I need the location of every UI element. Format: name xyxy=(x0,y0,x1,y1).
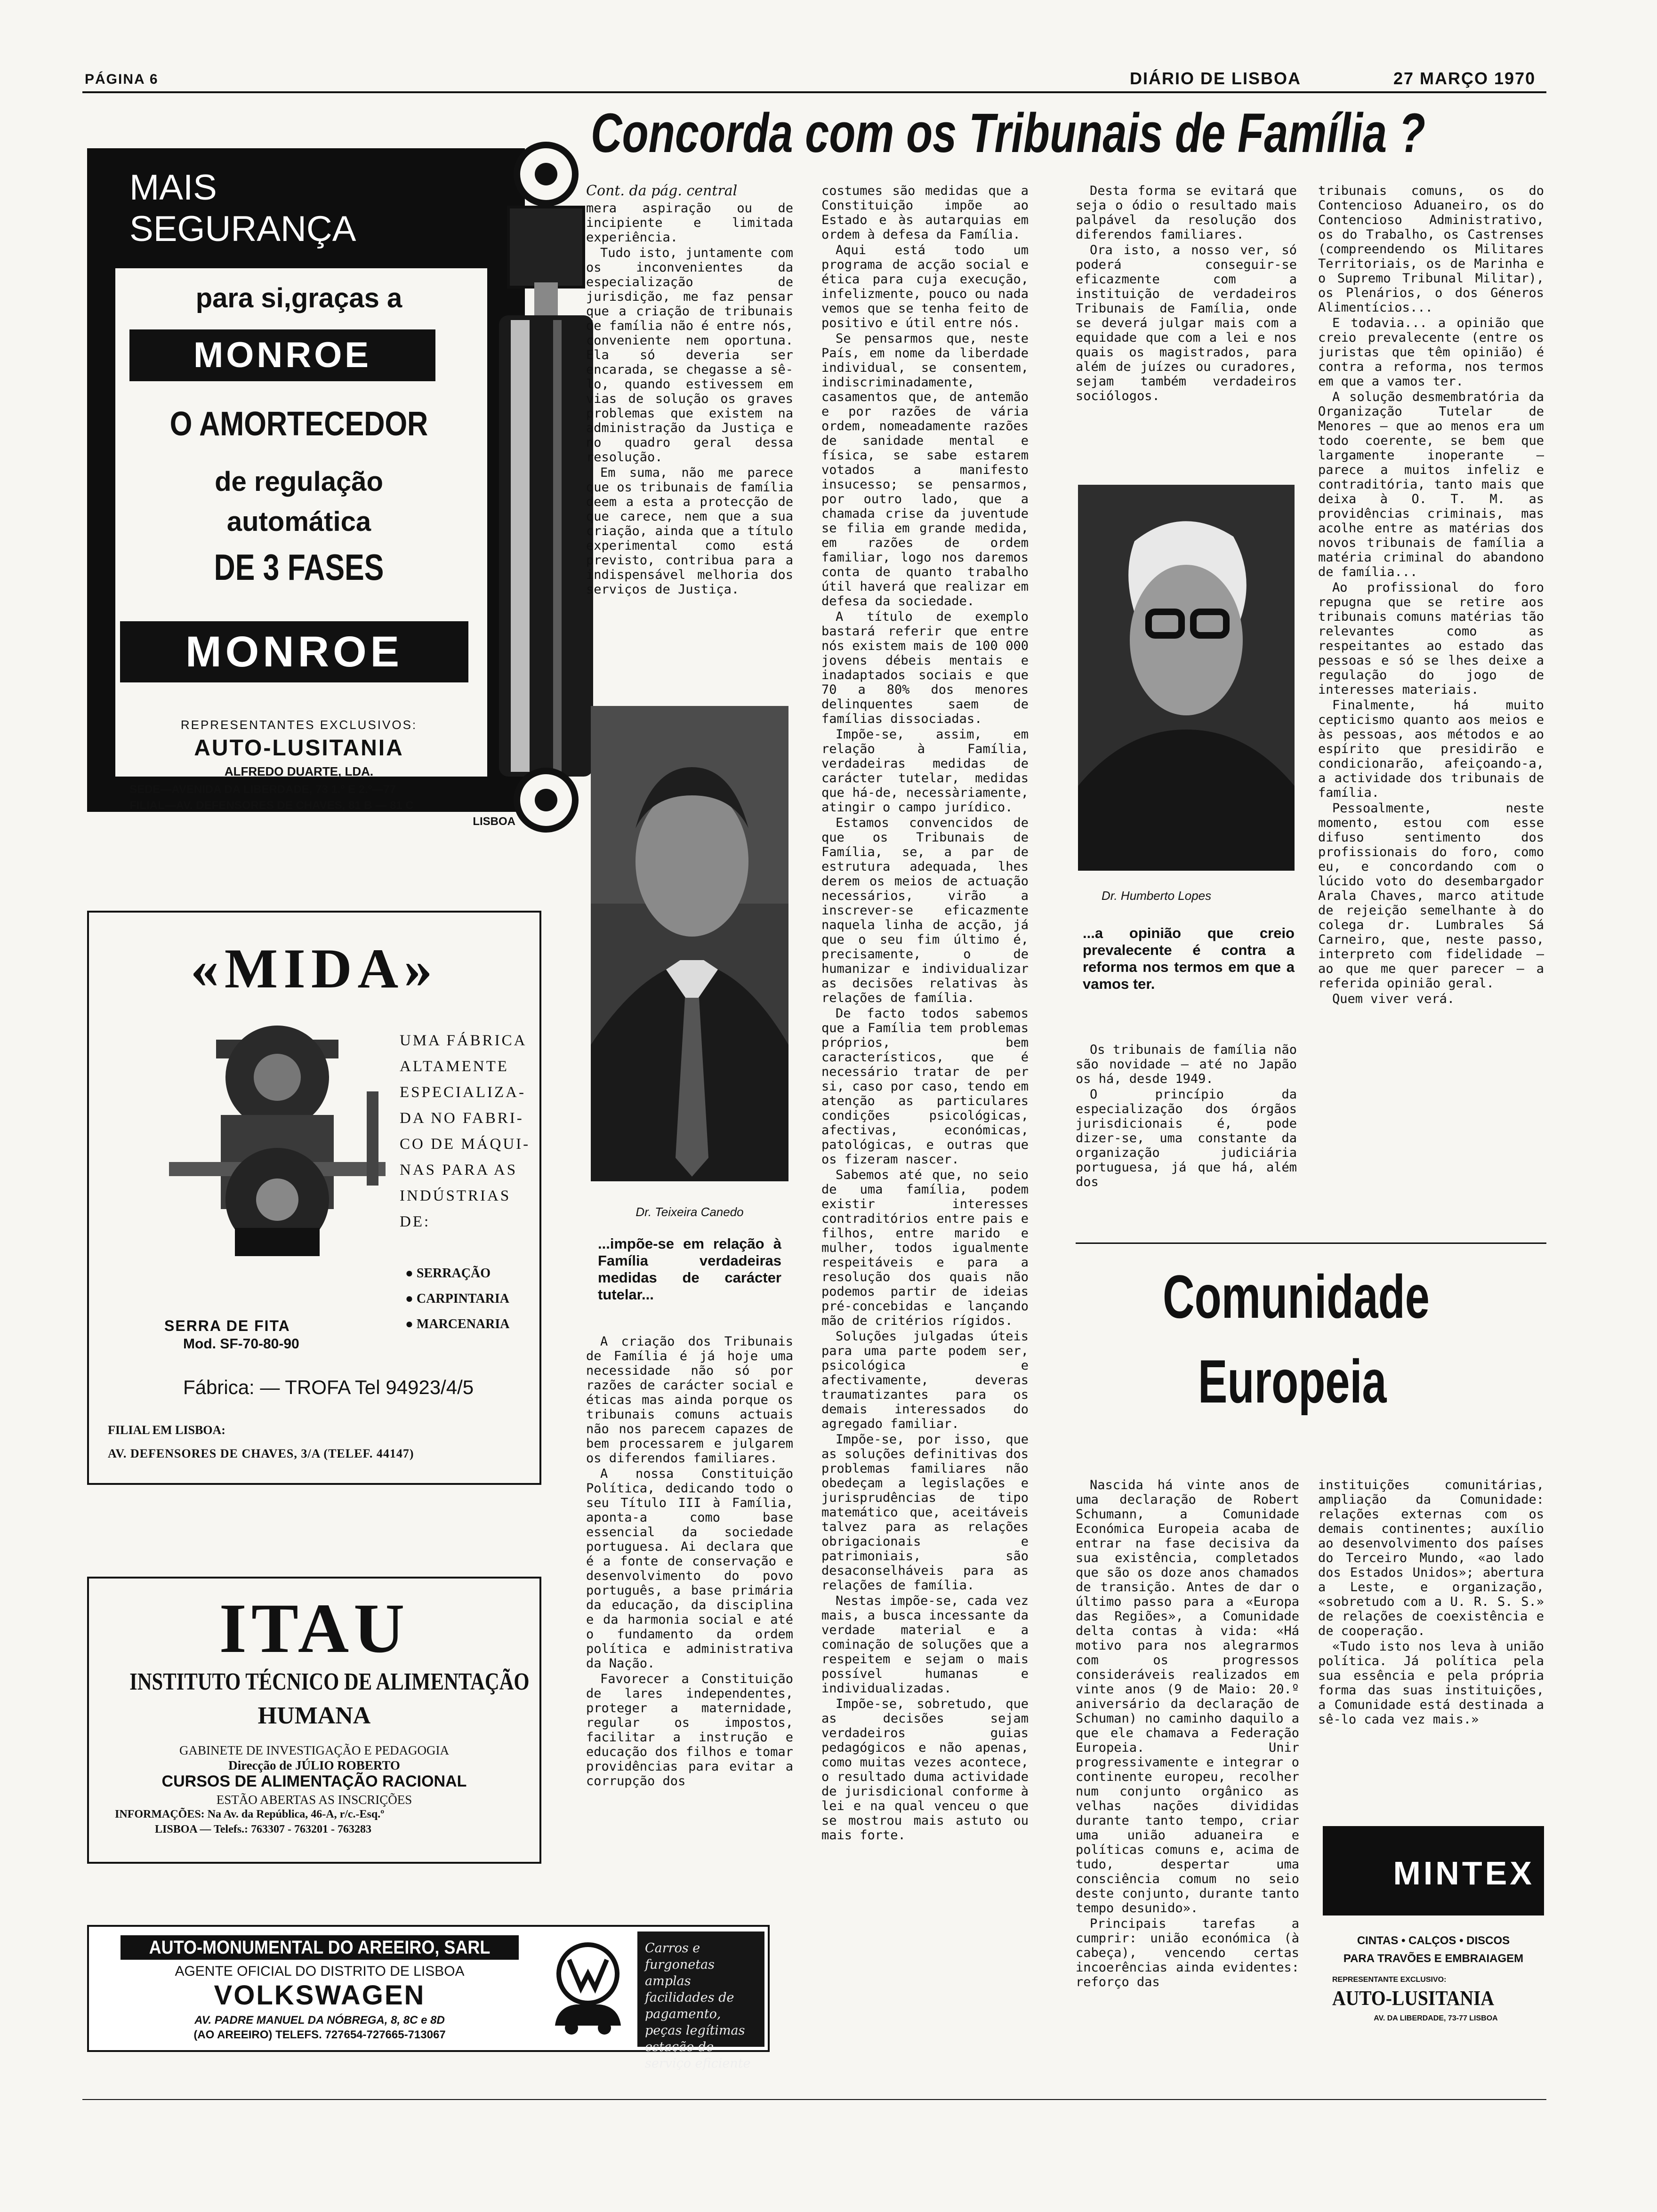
paragraph: Quem viver verá. xyxy=(1332,992,1455,1006)
main-headline: Concorda com os Tribunais de Família ? xyxy=(591,102,1425,164)
paragraph: Principais tarefas a cumprir: união económica (à cabeça), vencendo certas incoerências ainda evidentes: reforço das xyxy=(1076,1916,1299,1989)
photo-teixeira-canedo xyxy=(591,706,788,1181)
continued-from: Cont. da pág. central xyxy=(586,184,738,199)
monroe-desc1: de regulação xyxy=(215,466,383,497)
paragraph: tribunais comuns, os do Contencioso Aduaneiro, os do Contencioso Administrativo, os do Trabalho, os Castrenses (compreendendo os Militares Territoriais, os de Marinha e o Supremo Tribunal Militar), os Plenários, o dos Géneros Alimentícios... xyxy=(1318,184,1544,315)
monroe-rep-name: AUTO-LUSITANIA xyxy=(194,736,404,761)
itau-brand: ITAU xyxy=(219,1589,410,1667)
mida-industries xyxy=(405,1261,537,1337)
paragraph: Sabemos até que, no seio de uma família, podem existir interesses contraditórios entre pais e filhos, entre marido e mulher, todos igualmente respeitáveis e para a resolução dos quais não podemos partir de ideias pré-concebidas e lançando mão de critérios rígidos. xyxy=(821,1168,1029,1328)
newspaper-name: DIÁRIO DE LISBOA xyxy=(1130,69,1302,88)
paragraph: Aqui está todo um programa de acção social e ética para cuja execução, infelizmente, pouco ou nada vemos que se tenha feito de positivo e útil entre nós. xyxy=(821,243,1029,330)
monroe-product: O AMORTECEDOR xyxy=(169,405,428,443)
paragraph: Desta forma se evitará que seja o ódio o resultado mais palpável da resolução dos diferendos familiares. xyxy=(1076,184,1297,242)
europe-column-1 xyxy=(1076,1478,1299,2085)
paragraph: E todavia... a opinião que creio prevalecente (entre os juristas que têm opinião) é contra a reforma, nos termos em que a vamos ter. xyxy=(1318,316,1544,389)
itau-contact: LISBOA — Telefs.: 763307 - 763201 - 763283 xyxy=(155,1823,372,1835)
monroe-line3: para si,graças a xyxy=(195,283,402,313)
itau-dept: GABINETE DE INVESTIGAÇÃO E PEDAGOGIA xyxy=(179,1743,449,1757)
paragraph: De facto todos sabemos que a Família tem problemas próprios, bem característicos, que é necessário tratar de per si, caso por caso, tendo em atenção as particulares condições psicológicas, afectivas, económicas, patológicas, e outras que os fizeram nascer. xyxy=(821,1006,1029,1167)
mida-tagline-line: NAS PARA AS xyxy=(400,1162,518,1178)
paragraph: Impõe-se, por isso, que as soluções definitivas dos problemas familiares não obedeçam a legislações e jurisprudências de tipo matemático que, aceitáveis talvez para as relações obrigacionais e patrimoniais, são desaconselháveis para as relações de família. xyxy=(821,1432,1029,1593)
mida-factory: Fábrica: — TROFA Tel 94923/4/5 xyxy=(183,1376,474,1398)
mintex-address: AV. DA LIBERDADE, 73-77 LISBOA xyxy=(1374,2014,1498,2022)
paragraph: O princípio da especialização dos órgãos jurisdicionais é, pode dizer-se, uma constante da organização judiciária portuguesa, já que há, além dos xyxy=(1076,1087,1297,1189)
europe-column-2 xyxy=(1318,1478,1544,1817)
mida-tagline-line: UMA FÁBRICA xyxy=(400,1032,527,1049)
photo1-caption: Dr. Teixeira Canedo xyxy=(635,1205,744,1219)
paragraph: Ora isto, a nosso ver, só poderá conseguir-se eficazmente com a instituição de verdadeiros Tribunais de Família, onde se deverá julgar mais com a equidade que com a lei e nos quais os magistrados, para além de juízes ou curadores, sejam também verdadeiros sociólogos. xyxy=(1076,243,1297,403)
monroe-rep-label: REPRESENTANTES EXCLUSIVOS: xyxy=(180,718,418,732)
mida-tagline xyxy=(400,1028,531,1235)
paragraph: A solução desmembratória da Organização Tutelar de Menores — que ao menos era um todo coerente, se bem que largamente inoperante — parece a muitos infeliz e contraditória, tanto mais que deixa à O. T. M. as providências criminais, mas acolhe entre as matérias dos novos tribunais de família a matéria criminal do abandono de família... xyxy=(1318,390,1544,579)
article-column-2 xyxy=(821,184,1029,2066)
mida-tagline-line: CO DE MÁQUI- xyxy=(400,1136,531,1153)
europe-headline-1: Comunidade xyxy=(1163,1262,1430,1331)
mida-branch-address: AV. DEFENSORES DE CHAVES, 3/A (TELEF. 44147) xyxy=(108,1447,414,1460)
itau-ad xyxy=(87,1577,541,1864)
paragraph: A título de exemplo bastará referir que entre nós existem mais de 100 000 jovens débeis mentais e inadaptados sociais e que 70 a 80% dos menores delinquentes saem de famílias dissociadas. xyxy=(821,609,1029,726)
paragraph: instituições comunitárias, ampliação da Comunidade: relações externas com os demais continentes; auxílio ao desenvolvimento dos países do Terceiro Mundo, «ao lado dos Estados Unidos»; abertura a Leste, e organização, «sobretudo com a U. R. S. S.» de relações de coexistência e de cooperação. xyxy=(1318,1478,1544,1638)
vw-phones: (AO AREEIRO) TELEFS. 727654-727665-713067 xyxy=(193,2028,446,2041)
mintex-products: CINTAS • CALÇOS • DISCOS xyxy=(1357,1934,1510,1947)
monroe-rep-owner: ALFREDO DUARTE, LDA. xyxy=(224,764,374,778)
article-column-3 xyxy=(1076,184,1297,475)
mintex-brand: MINTEX xyxy=(1323,1826,1544,1915)
photo2-quote: ...a opinião que creio prevalecente é contra a reforma nos termos em que a vamos ter. xyxy=(1083,925,1295,992)
photo2-caption: Dr. Humberto Lopes xyxy=(1102,889,1212,903)
photo-humberto-lopes xyxy=(1078,485,1295,871)
article-column-1-lower xyxy=(586,1334,793,2068)
itau-info: INFORMAÇÕES: Na Av. da República, 46-A, r/c.-Esq.º xyxy=(115,1808,385,1820)
mintex-ad xyxy=(1323,1826,1544,2043)
paragraph: Se pensarmos que, neste País, em nome da liberdade individual, se consentem, indiscriminadamente, casamentos que, de antemão e por razões de vária ordem, nomeadamente razões de sanidade mental e física, se sabe estarem votados a manifesto insucesso; se pensarmos, por outro lado, que a chamada crise da juventude se filia em grande medida, em razões de ordem familiar, logo nos daremos conta de quanto trabalho útil haverá que realizar em defesa da sociedade. xyxy=(821,331,1029,609)
paragraph: Os tribunais de família não são novidade — até no Japão os há, desde 1949. xyxy=(1076,1042,1297,1086)
mida-industry-item: ● CARPINTARIA xyxy=(405,1291,509,1306)
paragraph: Impõe-se, assim, em relação à Família, verdadeiras medidas de carácter tutelar, medidas que há-de, necessàriamente, atingir o campo jurídico. xyxy=(821,727,1029,815)
section-divider xyxy=(1076,1242,1546,1244)
monroe-ad xyxy=(87,141,520,857)
paragraph: Estamos convencidos de que os Tribunais de Família, se, a par de estrutura adequada, lhes derem os meios de actuação necessários, virão a inscrever-se eficazmente naquela linha de acção, já que o seu fim último é, precisamente, o de humanizar e individualizar as decisões relativas às relações de família. xyxy=(821,816,1029,1005)
mida-industry-item: ● SERRAÇÃO xyxy=(405,1266,491,1281)
paragraph: Ao profissional do foro repugna que se retire aos tribunais comuns matérias tão relevantes como as respeitantes ao estado das pessoas e só se lhes deixe a regulação do jogo de interesses materiais. xyxy=(1318,580,1544,697)
band-saw-icon xyxy=(131,1021,423,1256)
header-rule xyxy=(82,91,1546,93)
itau-full-name: INSTITUTO TÉCNICO DE ALIMENTAÇÃO xyxy=(129,1668,530,1695)
monroe-city: LISBOA xyxy=(473,815,515,828)
itau-courses: CURSOS DE ALIMENTAÇÃO RACIONAL xyxy=(161,1772,467,1790)
mintex-use: PARA TRAVÕES E EMBRAIAGEM xyxy=(1343,1952,1524,1965)
mida-tagline-line: DA NO FABRI- xyxy=(400,1110,524,1127)
mintex-rep-name: AUTO-LUSITANIA xyxy=(1332,1987,1495,2010)
paragraph: costumes são medidas que a Constituição impõe ao Estado e às autarquias em ordem à defesa da Família. xyxy=(821,184,1029,242)
paragraph: A criação dos Tribunais de Família é já hoje uma necessidade não só por razões de carácter social e éticas mas ainda porque os tribunais comuns actuais não nos parecem capazes de bem processarem e julgarem os diferendos familiares. xyxy=(586,1334,793,1466)
page-label: PÁGINA 6 xyxy=(85,72,159,87)
monroe-line2: SEGURANÇA xyxy=(129,209,356,249)
paragraph: A nossa Constituição Política, dedicando todo o seu Título III à Família, aponta-a como base essencial da sociedade portuguesa. Ai declara que é a fonte de conservação e desenvolvimento do povo português, a base primária da educação, da disciplina e da harmonia social e até o fundamento da ordem política e administrativa da Nação. xyxy=(586,1467,793,1671)
article-column-1 xyxy=(586,184,793,692)
monroe-desc3: DE 3 FASES xyxy=(214,546,384,588)
paragraph: Nestas impõe-se, cada vez mais, a busca incessante da verdade material e a cominação de soluções que a respeitem e sejam o mais possível humanas e individualizadas. xyxy=(821,1594,1029,1696)
paragraph: Nascida há vinte anos de uma declaração de Robert Schumann, a Comunidade Económica Europeia acaba de entrar na fase decisiva da sua existência, completados que são os doze anos chamados de transição. Antes de dar o último passo para a «Europa das Regiões», a Comunidade delta contas à vida: «Há motivo para nos alegrarmos com os progressos consideráveis realizados em vinte anos (9 de Maio: 20.º aniversário da declaração de Schuman) no caminho daquilo a que ele chamava a Federação Europeia. Unir progressivamente e integrar o continente europeu, recolher num conjunto orgânico as velhas nações divididas durante tanto tempo, criar uma união aduaneira e políticas comuns e, acima de tudo, despertar uma consciência comum no seio deste conjunto, durante tanto tempo desunido». xyxy=(1076,1478,1299,1915)
monroe-address2: FILIAL—AV. DEFENSORES DE CHAVES, 81 B — 81 C xyxy=(129,799,414,812)
mida-tagline-line: ESPECIALIZA- xyxy=(400,1084,526,1101)
vw-address: AV. PADRE MANUEL DA NÓBREGA, 8, 8C e 8D xyxy=(194,2014,445,2027)
paragraph: Impõe-se, sobretudo, que as decisões sejam verdadeiros guias pedagógicos e não apenas, como muitas vezes acontece, o resultado duma actividade de jurisdicional conforme à lei e na qual venceu o que se mostrou mais astuto ou mais forte. xyxy=(821,1697,1029,1843)
itau-director: Direcção de JÚLIO ROBERTO xyxy=(228,1758,400,1772)
vw-slogan: Carros e furgonetas amplas facilidades de pagamento, peças legítimas estação de serviço eficiente xyxy=(637,1931,764,2047)
mida-industry-item: ● MARCENARIA xyxy=(405,1317,510,1331)
mida-tagline-line: ALTAMENTE xyxy=(400,1058,509,1075)
monroe-desc2: automática xyxy=(226,506,371,537)
itau-enrol: ESTÃO ABERTAS AS INSCRIÇÕES xyxy=(216,1793,412,1807)
article-column-4 xyxy=(1318,184,1544,1228)
mida-tagline-line: DE: xyxy=(400,1213,431,1230)
mida-tagline-line: INDÚSTRIAS xyxy=(400,1187,511,1204)
mida-model: Mod. SF-70-80-90 xyxy=(183,1336,299,1352)
issue-date: 27 MARÇO 1970 xyxy=(1393,69,1536,88)
article-column-3-lower xyxy=(1076,1042,1297,1231)
footer-rule xyxy=(82,2099,1546,2100)
paragraph: Soluções julgadas úteis para uma parte podem ser, psicológica e afectivamente, deveras traumatizantes para os demais interessados do agregado familiar. xyxy=(821,1329,1029,1431)
paragraph: «Tudo isto nos leva à união política. Já política pela sua essência e pela própria forma das suas instituições, a Comunidade está destinada a sê-lo cada vez mais.» xyxy=(1318,1639,1544,1727)
monroe-brand-1: MONROE xyxy=(129,329,435,381)
paragraph: mera aspiração ou de incipiente e limitada experiência. xyxy=(586,201,793,245)
paragraph: Favorecer a Constituição de lares independentes, proteger a maternidade, regular os impostos, facilitar a instrução e educação dos filhos e tomar providências para evitar a corrupção dos xyxy=(586,1672,793,1788)
monroe-brand-2: MONROE xyxy=(120,621,468,682)
paragraph: Tudo isto, juntamente com os inconvenientes da especialização de jurisdição, me faz pensar que a criação de tribunais de família não é entre nós, conveniente nem oportuna. Ela só deveria ser encarada, se chegasse a sê-lo, quando estivessem em vias de solução os graves problemas que existem na administração da Justiça e no quadro geral dessa resolução. xyxy=(586,246,793,465)
photo1-quote: ...impõe-se em relação à Família verdadeiras medidas de carácter tutelar... xyxy=(598,1235,781,1303)
paragraph: Em suma, não me parece que os tribunais de família deem a esta a protecção de que carece, nem que a sua criação, ainda que a título experimental como está previsto, contribua para a indispensável melhoria dos serviços de Justiça. xyxy=(586,465,793,597)
vw-brand: VOLKSWAGEN xyxy=(214,1980,426,2011)
mida-product-name: SERRA DE FITA xyxy=(164,1317,290,1334)
mida-branch-label: FILIAL EM LISBOA: xyxy=(108,1423,225,1437)
vw-agent: AGENTE OFICIAL DO DISTRITO DE LISBOA xyxy=(175,1964,465,1979)
itau-full-name2: HUMANA xyxy=(257,1702,371,1729)
mintex-rep-label: REPRESENTANTE EXCLUSIVO: xyxy=(1332,1976,1447,1984)
monroe-line1: MAIS xyxy=(129,168,217,208)
monroe-address1: SEDE—AVENIDA DA LIBERDADE, 73 1.º E 2.º—77 xyxy=(129,783,396,796)
paragraph: Pessoalmente, neste momento, estou com esse difuso sentimento dos profissionais do foro, como eu, e concordando com o lúcido voto do desembargador Arala Chaves, marco atitude de rejeição semelhante à do colega dr. Lumbrales Sá Carneiro, que, neste passo, interpreto com fidelidade — ao que me quer parecer — a referida opinião geral. xyxy=(1318,801,1544,991)
mida-ad xyxy=(87,911,541,1485)
vw-dealer: AUTO-MONUMENTAL DO AREEIRO, SARL xyxy=(121,1935,519,1960)
mida-brand: «MIDA» xyxy=(190,937,438,1000)
europe-headline-2: Europeia xyxy=(1198,1347,1387,1416)
paragraph: Finalmente, há muito cepticismo quanto aos meios e às pessoas, aos métodos e ao espírito que presidirão e condicionarão, afeiçoando-a, a actividade dos tribunais de família. xyxy=(1318,698,1544,800)
